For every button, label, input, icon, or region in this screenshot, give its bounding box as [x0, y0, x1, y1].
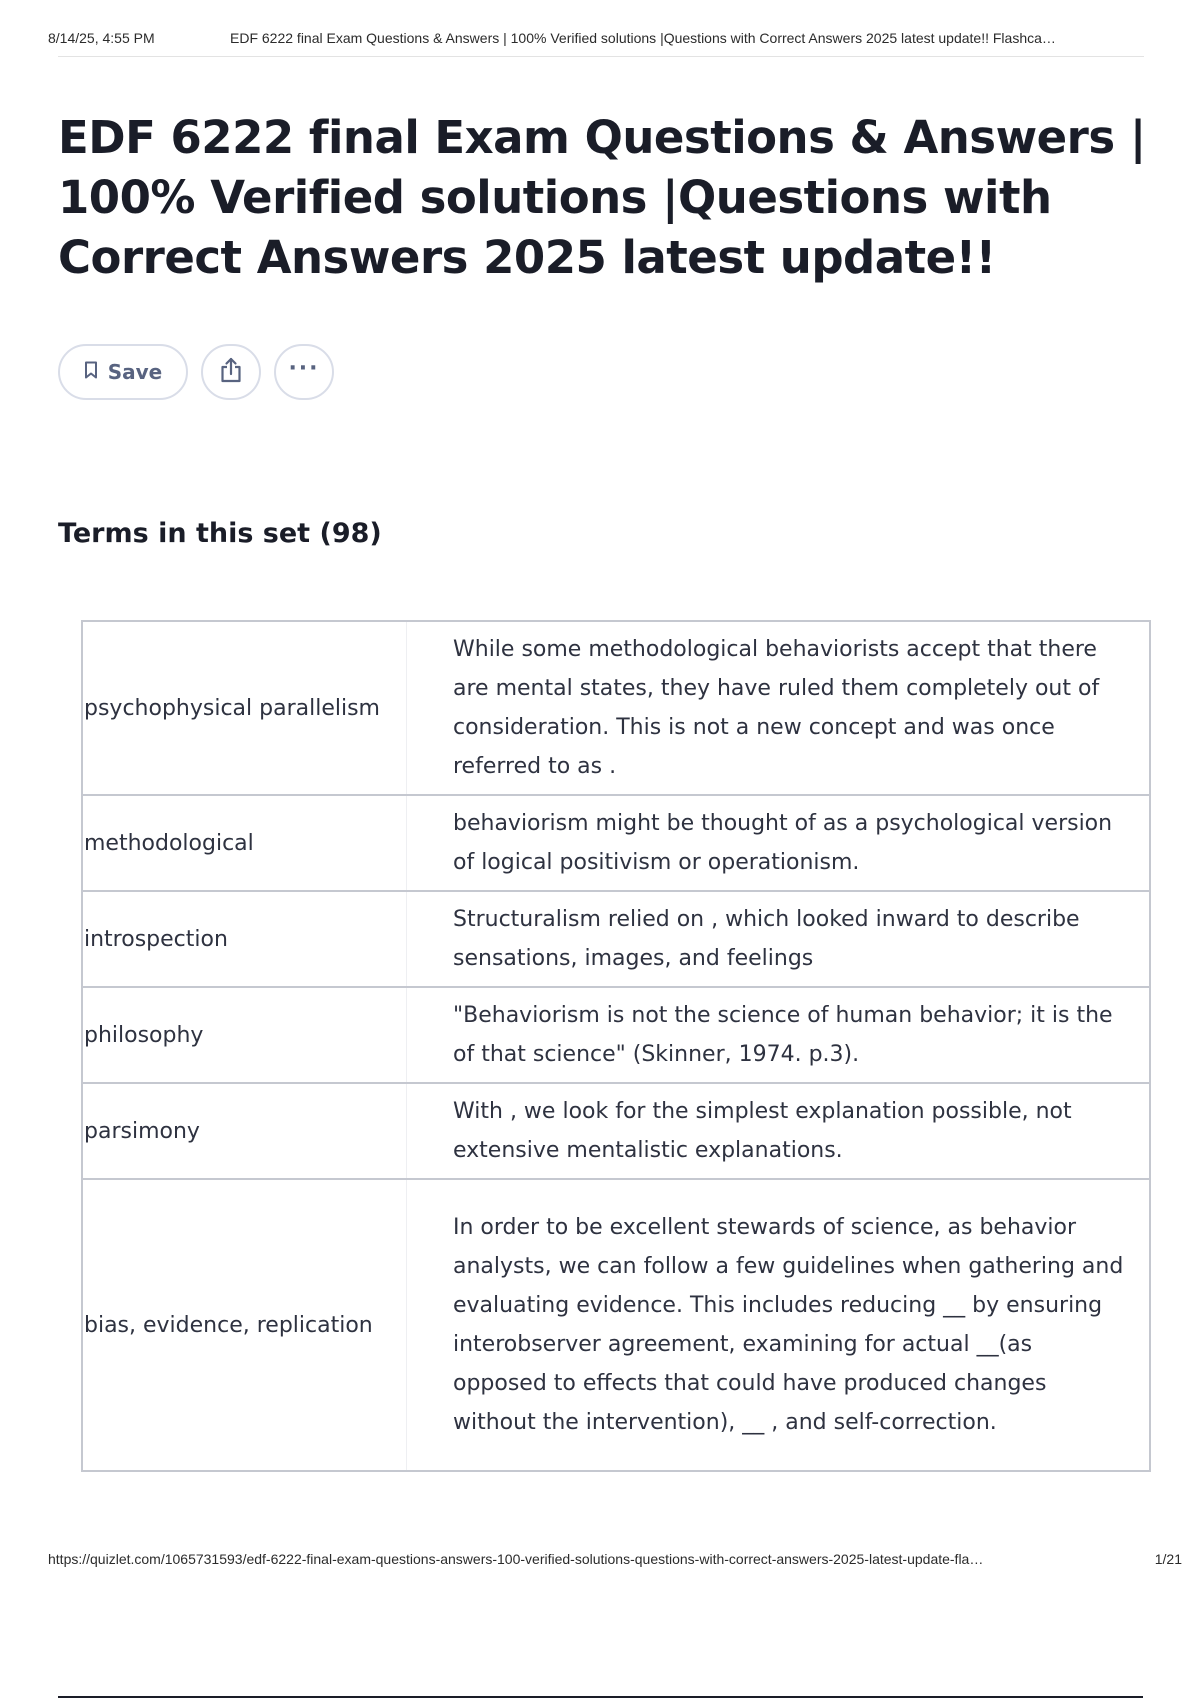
definition-text: In order to be excellent stewards of science, as behavior analysts, we can follow a few guidelines when gathering and evaluating evidence. This includes reducing __ by ensuring interobserver agreement, examining for actual __(as opposed to effects that could have produced changes without the intervention), __ , and self-correction. [453, 1215, 1124, 1435]
print-doc-title: EDF 6222 final Exam Questions & Answers | 100% Verified solutions |Questions with Correct Answers 2025 latest update!! Flashca… [230, 30, 1056, 46]
more-icon: ··· [288, 356, 320, 381]
page-title: EDF 6222 final Exam Questions & Answers | 100% Verified solutions |Questions with Correct Answers 2025 latest update!! [58, 111, 1146, 284]
term-row [82, 891, 1150, 987]
term-row [82, 987, 1150, 1083]
term-text: psychophysical parallelism [82, 621, 407, 795]
print-footer [48, 1551, 1182, 1571]
terms-table [81, 620, 1151, 1472]
term-text: bias, evidence, replication [82, 1179, 407, 1471]
definition-text: While some methodological behaviorists accept that there are mental states, they have ruled them completely out of consideration. This is not a new concept and was once referred to as . [453, 637, 1100, 779]
term-row [82, 1179, 1150, 1471]
definition-text: Structuralism relied on , which looked inward to describe sensations, images, and feelings [453, 907, 1080, 971]
terms-heading: Terms in this set (98) [58, 518, 382, 549]
term-text: methodological [82, 795, 407, 891]
definition-text: "Behaviorism is not the science of human behavior; it is the of that science" (Skinner, 1974. p.3). [453, 1003, 1113, 1067]
print-header [48, 30, 1180, 50]
save-button[interactable] [58, 344, 188, 400]
print-url: https://quizlet.com/1065731593/edf-6222-final-exam-questions-answers-100-verified-solutions-questions-with-correct-answers-2025-latest-update-fla… [48, 1551, 984, 1567]
save-label: Save [107, 360, 163, 384]
bottom-divider [58, 1696, 1143, 1698]
header-divider [58, 56, 1144, 57]
term-text: philosophy [82, 987, 407, 1083]
term-text: parsimony [82, 1083, 407, 1179]
term-row [82, 1083, 1150, 1179]
page-number: 1/21 [1154, 1551, 1182, 1567]
term-row [82, 795, 1150, 891]
more-options-button[interactable] [274, 344, 334, 400]
share-button[interactable] [201, 344, 261, 400]
bookmark-icon [84, 360, 98, 384]
share-icon [218, 356, 244, 389]
definition-text: With , we look for the simplest explanation possible, not extensive mentalistic explanations. [453, 1099, 1072, 1163]
print-datetime: 8/14/25, 4:55 PM [48, 30, 155, 46]
definition-text: behaviorism might be thought of as a psychological version of logical positivism or operationism. [453, 811, 1113, 875]
term-text: introspection [82, 891, 407, 987]
term-row [82, 621, 1150, 795]
